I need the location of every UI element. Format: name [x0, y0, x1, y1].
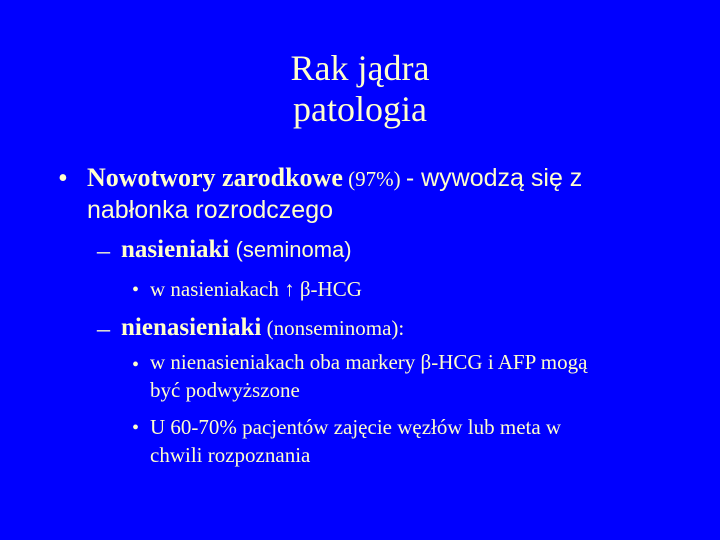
sub-sub-bullet-line: U 60-70% pacjentów zajęcie węzłów lub meta w [150, 415, 562, 439]
bullet-bold-term: Nowotwory zarodkowe [87, 163, 343, 192]
bullet-continuation: nabłonka rozrodczego [87, 196, 333, 224]
sub-bullet-text: (seminoma) [229, 237, 352, 262]
sub-bullet-bold-term: nasieniaki [121, 236, 230, 263]
sub-bullet-text: (nonseminoma): [261, 316, 405, 340]
sub-bullet-line [121, 314, 404, 342]
sub-sub-bullet-marker: • [132, 417, 140, 439]
bullet-line [87, 163, 582, 193]
bullet-marker: • [58, 163, 68, 194]
bullet-text: - wywodzą się z [405, 164, 583, 192]
sub-sub-bullet-marker: • [132, 354, 140, 376]
sub-sub-bullet-continuation: chwili rozpoznania [150, 443, 311, 467]
slide-title-line-2: patologia [293, 89, 427, 129]
sub-sub-bullet-marker: • [132, 279, 140, 301]
sub-bullet-marker: – [97, 236, 110, 265]
bullet-percent: (97%) [342, 167, 406, 191]
sub-bullet-line [121, 236, 352, 264]
sub-sub-bullet-line: w nasieniakach ↑ β-HCG [150, 277, 362, 301]
sub-sub-bullet-line: w nienasieniakach oba markery β-HCG i AFP mogą [150, 350, 588, 374]
slide-title-line-1: Rak jądra [290, 48, 430, 88]
sub-sub-bullet-continuation: być podwyższone [150, 378, 300, 402]
slide-title [0, 48, 720, 130]
sub-bullet-marker: – [97, 314, 110, 343]
sub-bullet-bold-term: nienasieniaki [121, 314, 262, 341]
